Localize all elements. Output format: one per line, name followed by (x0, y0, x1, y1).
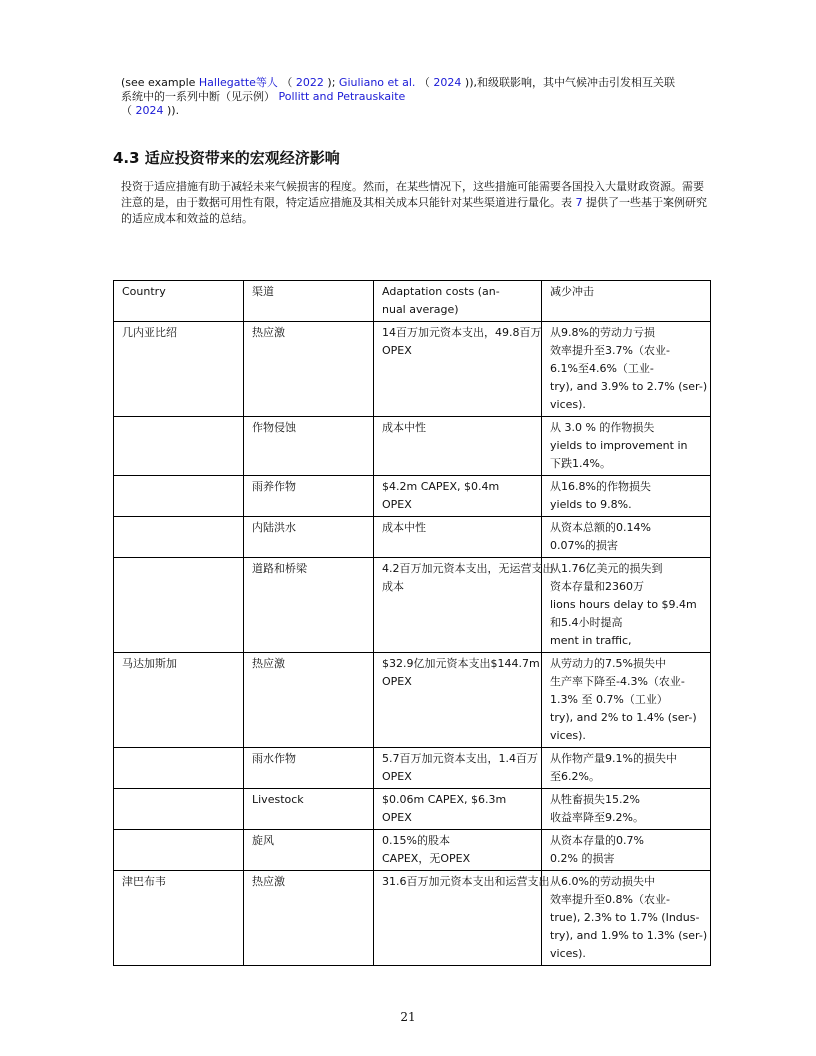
cell-line: 从作物产量9.1%的损失中 (550, 752, 677, 765)
citation-year-link[interactable]: 2024 (135, 104, 164, 117)
cell-line: Livestock (252, 793, 304, 806)
cell-line: OPEX (382, 675, 412, 688)
page-number: 21 (400, 1010, 416, 1024)
cell-line: OPEX (382, 770, 412, 783)
costs-cell (374, 558, 554, 653)
intro-text: （ (415, 76, 434, 89)
cell-line: nual average) (382, 303, 459, 316)
costs-cell (374, 476, 542, 517)
cell-line: 减少冲击 (550, 285, 594, 298)
country-cell (114, 789, 244, 830)
cell-line: 从资本总额的0.14% (550, 521, 651, 534)
header-cell (244, 281, 374, 322)
country-cell (114, 322, 244, 417)
cell-line: yields to 9.8%. (550, 498, 632, 511)
channel-cell (244, 322, 374, 417)
channel-cell (244, 476, 374, 517)
paragraph-text: 提供了一些基于案例研究的适应成本和效益的总结。 (121, 196, 707, 225)
cell-line: 内陆洪水 (252, 521, 296, 534)
cell-line: lions hours delay to $9.4m (550, 598, 697, 611)
intro-text: 系统中的一系列中断（见示例） (121, 90, 279, 103)
cell-line: 效率提升至3.7%（农业- (550, 344, 670, 357)
cell-line: 5.7百万加元资本支出，1.4百万 (382, 752, 538, 765)
impact-cell (542, 558, 711, 653)
cell-line: CAPEX，无OPEX (382, 852, 471, 865)
impact-cell (542, 653, 711, 748)
table-row (114, 871, 711, 966)
cell-line: 从16.8%的作物损失 (550, 480, 651, 493)
cell-line: 下跌1.4%。 (550, 457, 611, 470)
intro-paragraph (121, 76, 701, 118)
header-cell (374, 281, 542, 322)
costs-cell (374, 871, 550, 966)
table-body (114, 322, 711, 966)
cell-line: 热应激 (252, 657, 285, 670)
table-row (114, 748, 711, 789)
cell-line: 道路和桥梁 (252, 562, 307, 575)
cell-line: 热应激 (252, 326, 285, 339)
cell-line: OPEX (382, 811, 412, 824)
cell-line: vices). (550, 729, 586, 742)
country-cell (114, 558, 244, 653)
table-row (114, 417, 711, 476)
cell-line: 31.6百万加元资本支出和运营支出 (382, 875, 550, 888)
impact-cell (542, 517, 711, 558)
cell-line: 从9.8%的劳动力亏损 (550, 326, 655, 339)
cell-line: 渠道 (252, 285, 274, 298)
country-cell (114, 830, 244, 871)
country-cell (114, 517, 244, 558)
cell-line: true), 2.3% to 1.7% (Indus- (550, 911, 700, 924)
channel-cell (244, 653, 374, 748)
costs-cell (374, 517, 542, 558)
intro-text: (see example (121, 76, 199, 89)
cell-line: 成本 (382, 580, 404, 593)
cell-line: 0.15%的股本 (382, 834, 450, 847)
intro-text: )). (163, 104, 180, 117)
cell-line: 和5.4小时提高 (550, 616, 623, 629)
table-row (114, 789, 711, 830)
cell-line: 从牲畜损失15.2% (550, 793, 640, 806)
cell-line: 资本存量和2360万 (550, 580, 644, 593)
header-cell (114, 281, 244, 322)
adaptation-table (113, 280, 711, 966)
cell-line: 几内亚比绍 (122, 326, 177, 339)
costs-cell (374, 748, 542, 789)
intro-text: ); (323, 76, 339, 89)
cell-line: yields to improvement in (550, 439, 688, 452)
cell-line: try), and 3.9% to 2.7% (ser-) (550, 380, 708, 393)
cell-line: 马达加斯加 (122, 657, 177, 670)
intro-text: （ (121, 104, 136, 117)
cell-line: Country (122, 285, 166, 298)
cell-line: try), and 1.9% to 1.3% (ser-) (550, 929, 708, 942)
country-cell (114, 871, 244, 966)
channel-cell (244, 830, 374, 871)
cell-line: 效率提升至0.8%（农业- (550, 893, 670, 906)
cell-line: 1.3% 至 0.7%（工业） (550, 693, 668, 706)
cell-line: $4.2m CAPEX, $0.4m (382, 480, 500, 493)
cell-line: 收益率降至9.2%。 (550, 811, 644, 824)
table-row (114, 558, 711, 653)
costs-cell (374, 322, 542, 417)
table-row (114, 830, 711, 871)
cell-line: 14百万加元资本支出，49.8百万 (382, 326, 542, 339)
cell-line: OPEX (382, 498, 412, 511)
cell-line: Adaptation costs (an- (382, 285, 500, 298)
cell-line: 从6.0%的劳动损失中 (550, 875, 655, 888)
channel-cell (244, 417, 374, 476)
cell-line: ment in traffic, (550, 634, 632, 647)
channel-cell (244, 517, 374, 558)
cell-line: vices). (550, 947, 586, 960)
citation-link[interactable]: Pollitt and Petrauskaite (278, 90, 406, 103)
cell-line: OPEX (382, 344, 412, 357)
paragraph-text: 投资于适应措施有助于减轻未来气候损害的程度。然而，在某些情况下，这些措施可能需要各国投入大量财政资源。需要注意的是，由于数据可用性有限，特定适应措施及其相关成本只能针对某些渠道进行量化。表 (121, 180, 704, 209)
cell-line: $0.06m CAPEX, $6.3m (382, 793, 507, 806)
cell-line: 津巴布韦 (122, 875, 166, 888)
costs-cell (374, 653, 542, 748)
cell-line: 从资本存量的0.7% (550, 834, 644, 847)
impact-cell (542, 748, 711, 789)
cell-line: 4.2百万加元资本支出，无运营支出 (382, 562, 554, 575)
table-header-row (114, 281, 711, 322)
header-cell (542, 281, 711, 322)
country-cell (114, 748, 244, 789)
cell-line: 热应激 (252, 875, 285, 888)
channel-cell (244, 871, 374, 966)
costs-cell (374, 830, 542, 871)
cell-line: 从劳动力的7.5%损失中 (550, 657, 666, 670)
cell-line: 0.2% 的损害 (550, 852, 615, 865)
impact-cell (542, 871, 711, 966)
country-cell (114, 476, 244, 517)
citation-link[interactable]: Giuliano et al. (338, 76, 416, 89)
cell-line: 作物侵蚀 (252, 421, 296, 434)
cell-line: 至6.2%。 (550, 770, 600, 783)
country-cell (114, 653, 244, 748)
channel-cell (244, 558, 374, 653)
cell-line: 从 3.0 % 的作物损失 (550, 421, 655, 434)
section-paragraph (121, 179, 711, 227)
impact-cell (542, 417, 711, 476)
cell-line: try), and 2% to 1.4% (ser-) (550, 711, 697, 724)
table-row (114, 476, 711, 517)
cell-line: 6.1%至4.6%（工业- (550, 362, 654, 375)
table-row (114, 322, 711, 417)
intro-text: )),和级联影响，其中气候冲击引发相互关联 (461, 76, 675, 89)
cell-line: 成本中性 (382, 421, 426, 434)
cell-line: vices). (550, 398, 586, 411)
citation-year-link[interactable]: 2024 (433, 76, 462, 89)
impact-cell (542, 322, 711, 417)
citation-link[interactable]: Hallegatte等人 (198, 76, 278, 89)
table-ref-link[interactable]: 7 (575, 196, 583, 209)
country-cell (114, 417, 244, 476)
cell-line: 生产率下降至-4.3%（农业- (550, 675, 685, 688)
section-heading: 4.3 适应投资带来的宏观经济影响 (113, 149, 340, 167)
impact-cell (542, 830, 711, 871)
costs-cell (374, 417, 542, 476)
cell-line: 成本中性 (382, 521, 426, 534)
impact-cell (542, 789, 711, 830)
cell-line: 旋风 (252, 834, 274, 847)
cell-line: 雨水作物 (252, 752, 296, 765)
channel-cell (244, 789, 374, 830)
cell-line: 0.07%的损害 (550, 539, 618, 552)
table-row (114, 517, 711, 558)
channel-cell (244, 748, 374, 789)
cell-line: 雨养作物 (252, 480, 296, 493)
citation-year-link[interactable]: 2022 (295, 76, 324, 89)
impact-cell (542, 476, 711, 517)
table-row (114, 653, 711, 748)
costs-cell (374, 789, 542, 830)
cell-line: $32.9亿加元资本支出$144.7m (382, 657, 540, 670)
intro-text: （ (277, 76, 296, 89)
cell-line: 从1.76亿美元的损失到 (550, 562, 663, 575)
